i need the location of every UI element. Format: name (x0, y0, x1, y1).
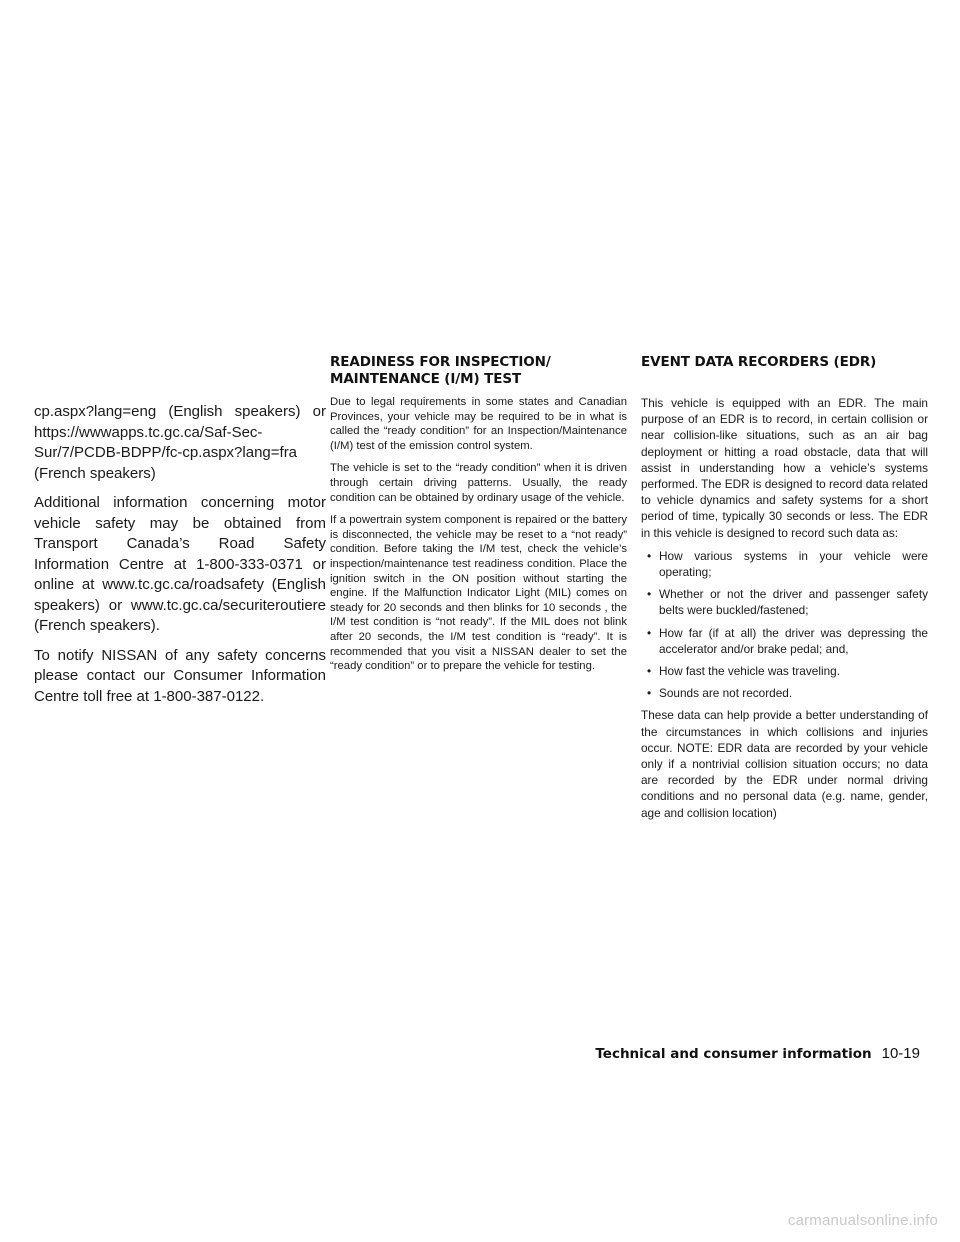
list-item: • How various systems in your vehicle were operating; (647, 548, 928, 580)
paragraph-transport-canada: Additional information concerning motor vehicle safety may be obtained from Transport Canada’s Road Safety Information Centre at 1-800-333-0371 or online at www.tc.gc.ca/roadsafety (English speakers) or www.tc.gc.ca/securiteroutiere (French speakers). (34, 494, 326, 634)
page-footer (595, 1045, 920, 1062)
column-left (34, 402, 326, 716)
list-item: • How far (if at all) the driver was depressing the accelerator and/or brake pedal; and, (647, 625, 928, 656)
edr-data-list (641, 548, 928, 702)
list-item: • Whether or not the driver and passenger safety belts were buckled/fastened; (647, 587, 928, 618)
paragraph-ready-condition: The vehicle is set to the “ready condition” when it is driven through certain driving patterns. Usually, the ready condition can be obtained by ordinary usage of the vehicle. (330, 462, 627, 504)
bullet-icon: • (647, 548, 652, 563)
paragraph-legal-requirements: Due to legal requirements in some states and Canadian Provinces, your vehicle may be required to be in what is called the “ready condition” for an Inspection/Maintenance (I/M) test of the emission control system. (330, 396, 627, 452)
paragraph-powertrain: If a powertrain system component is repaired or the battery is disconnected, the vehicle may be reset to a “not ready” condition. Before taking the I/M test, check the vehicle’s inspection/maintenance test readiness condition. Place the ignition switch in the ON position without starting the engine. If the Malfunction Indicator Light (MIL) comes on steady for 20 seconds and then blinks for 10 seconds , the I/M test condition is “not ready”. If the MIL does not blink after 20 seconds, the I/M test condition is “ready”. It is recommended that you visit a NISSAN dealer to set the “ready condition” or to prepare the vehicle for testing. (330, 514, 627, 673)
column-right (641, 354, 928, 828)
heading-line-1: READINESS FOR INSPECTION/ (330, 354, 551, 370)
column-middle (330, 354, 627, 682)
section-heading-readiness (330, 354, 627, 388)
list-item: • How fast the vehicle was traveling. (647, 664, 840, 679)
paragraph-notify-nissan: To notify NISSAN of any safety concerns please contact our Consumer Information Centre toll free at 1-800-387-0122. (34, 646, 326, 705)
footer-section-title: Technical and consumer information (595, 1046, 872, 1062)
page-number: 10-19 (881, 1045, 920, 1062)
paragraph-urls: cp.aspx?lang=eng (English speakers) or https://wwwapps.tc.gc.ca/Saf-Sec-Sur/7/PCDB-BDPP/fc-cp.aspx?lang=fra (French speakers) (34, 403, 326, 482)
bullet-icon: • (647, 686, 652, 701)
paragraph-edr-outro: These data can help provide a better understanding of the circumstances in which collisions and injuries occur. NOTE: EDR data are recorded by your vehicle only if a nontrivial collision situation occurs; no data are recorded by the EDR under normal driving conditions and no personal data (e.g. name, gender, age and collision location) (641, 708, 928, 820)
bullet-icon: • (647, 664, 652, 679)
section-heading-edr: EVENT DATA RECORDERS (EDR) (641, 354, 877, 370)
paragraph-edr-intro: This vehicle is equipped with an EDR. The main purpose of an EDR is to record, in certain collision or near collision-like situations, such as an air bag deployment or hitting a road obstacle, data that will assist in understanding how a vehicle’s systems performed. The EDR is designed to record data related to vehicle dynamics and safety systems for a short period of time, typically 30 seconds or less. The EDR in this vehicle is designed to record such data as: (641, 396, 928, 540)
watermark: carmanualsonline.info (787, 1212, 938, 1229)
heading-line-2: MAINTENANCE (I/M) TEST (330, 371, 522, 387)
list-item: • Sounds are not recorded. (647, 686, 793, 701)
bullet-icon: • (647, 625, 652, 640)
bullet-icon: • (647, 587, 652, 602)
